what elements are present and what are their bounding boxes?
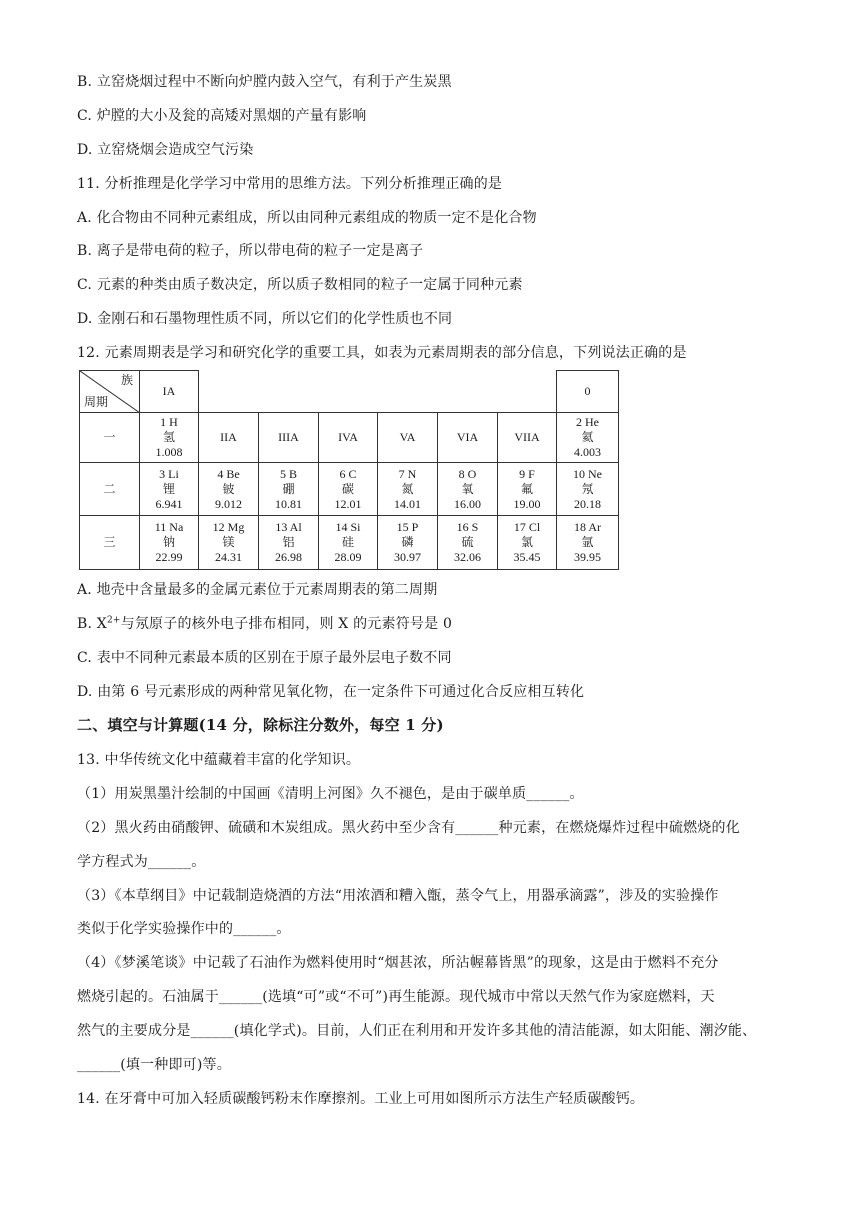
- element-mass: 24.31: [215, 550, 242, 564]
- element-mass: 30.97: [394, 550, 421, 564]
- element-cell-cl: [498, 516, 557, 570]
- q11-option-d: D. 金刚石和石墨物理性质不同，所以它们的化学性质也不同: [77, 311, 453, 327]
- element-mass: 20.18: [574, 496, 601, 511]
- element-mass: 32.06: [454, 550, 481, 564]
- element-cell-he: [557, 413, 619, 463]
- q12-option-c: C. 表中不同种元素最本质的区别在于原子最外层电子数不同: [77, 650, 452, 666]
- q12-option-d: D. 由第 6 号元素形成的两种常见氧化物，在一定条件下可通过化合反应相互转化: [77, 684, 585, 700]
- q13-part-2-cont: 学方程式为______。: [77, 854, 206, 870]
- element-number-symbol: 15 P: [396, 520, 419, 534]
- element-number-symbol: 4 Be: [217, 466, 240, 481]
- element-mass: 1.008: [155, 445, 183, 459]
- header-group-label: 族: [120, 373, 133, 387]
- element-cell-s: [438, 516, 498, 570]
- element-name: 氟: [520, 481, 533, 496]
- q13-part-1: （1）用炭黑墨汁绘制的中国画《清明上河图》久不褪色，是由于碳单质______。: [77, 786, 584, 802]
- group-via-header: VIA: [438, 413, 498, 463]
- element-cell-si: [319, 516, 378, 570]
- option-b-line: B. 立窑烧烟过程中不断向炉膛内鼓入空气，有利于产生炭黑: [77, 74, 452, 90]
- element-number-symbol: 17 Cl: [513, 520, 541, 534]
- element-number-symbol: 13 Al: [275, 520, 302, 534]
- q13-part-4-cont-3: ______(填一种即可)等。: [77, 1057, 231, 1073]
- element-cell-na: [140, 516, 199, 570]
- group-viia-header: VIIA: [498, 413, 557, 463]
- period-2-label: 二: [80, 463, 140, 516]
- element-name: 氩: [581, 535, 594, 549]
- option-d-line: D. 立窑烧烟会造成空气污染: [77, 142, 254, 158]
- q13-part-4-cont-2: 然气的主要成分是______(填化学式)。目前，人们正在利用和开发许多其他的清洁能源，如太阳能、潮汐能、: [77, 1023, 757, 1039]
- element-cell-li: [140, 463, 199, 516]
- element-name: 氖: [581, 481, 594, 496]
- element-number-symbol: 8 O: [458, 466, 477, 481]
- section-title: 二、填空与计算题(14 分，除标注分数外，每空 1 分): [77, 716, 444, 734]
- element-name: 氯: [520, 535, 533, 549]
- q13-part-4: （4）《梦溪笔谈》中记载了石油作为燃料使用时“烟甚浓，所沾幄幕皆黑”的现象，这是由于燃料不充分: [77, 955, 719, 971]
- element-number-symbol: 3 Li: [159, 466, 179, 481]
- question-13-stem: 13. 中华传统文化中蕴藏着丰富的化学知识。: [77, 752, 361, 768]
- element-name: 镁: [222, 535, 235, 549]
- element-mass: 16.00: [454, 496, 481, 511]
- q11-option-a: A. 化合物由不同种元素组成，所以由同种元素组成的物质一定不是化合物: [77, 210, 537, 226]
- element-name: 钠: [162, 535, 175, 549]
- element-number-symbol: 18 Ar: [574, 520, 601, 534]
- element-number-symbol: 16 S: [456, 520, 479, 534]
- q11-option-b: B. 离子是带电荷的粒子，所以带电荷的粒子一定是离子: [77, 243, 424, 259]
- element-number-symbol: 14 Si: [335, 520, 361, 534]
- element-mass: 19.00: [513, 496, 541, 511]
- element-name: 碳: [341, 481, 354, 496]
- element-name: 氢: [162, 430, 175, 444]
- element-cell-h: [140, 413, 199, 463]
- question-12-stem: 12. 元素周期表是学习和研究化学的重要工具，如表为元素周期表的部分信息，下列说法正确的是: [77, 345, 687, 361]
- period-1-label: 一: [80, 413, 140, 463]
- element-mass: 9.012: [215, 496, 242, 511]
- element-cell-mg: [199, 516, 259, 570]
- element-number-symbol: 12 Mg: [212, 520, 245, 534]
- q11-option-c: C. 元素的种类由质子数决定，所以质子数相同的粒子一定属于同种元素: [77, 277, 523, 293]
- element-name: 铍: [222, 481, 235, 496]
- element-name: 磷: [401, 535, 414, 549]
- element-name: 硅: [341, 535, 354, 549]
- element-cell-c: [319, 463, 378, 516]
- q13-part-4-cont-1: 燃烧引起的。石油属于______(选填“可”或“不可”)再生能源。现代城市中常以天然气作为家庭燃料，天: [77, 989, 715, 1005]
- element-cell-ne: [557, 463, 619, 516]
- element-number-symbol: 11 Na: [154, 520, 184, 534]
- group-iiia-header: IIIA: [259, 413, 319, 463]
- element-mass: 22.99: [155, 550, 183, 564]
- element-name: 硼: [282, 481, 295, 496]
- q13-part-2: （2）黑火药由硝酸钾、硫磺和木炭组成。黑火药中至少含有______种元素，在燃烧爆炸过程中硫燃烧的化: [77, 820, 740, 836]
- element-name: 氦: [581, 430, 594, 444]
- question-14-stem: 14. 在牙膏中可加入轻质碳酸钙粉末作摩擦剂。工业上可用如图所示方法生产轻质碳酸钙。: [77, 1091, 645, 1107]
- blank-header-span: [199, 371, 557, 413]
- element-mass: 35.45: [513, 550, 541, 564]
- element-cell-be: [199, 463, 259, 516]
- element-name: 铝: [282, 535, 295, 549]
- q12-option-b: [77, 614, 452, 634]
- group-iva-header: IVA: [319, 413, 378, 463]
- element-mass: 10.81: [275, 496, 302, 511]
- element-number-symbol: 2 He: [576, 415, 599, 429]
- element-number-symbol: 9 F: [519, 466, 535, 481]
- element-mass: 12.01: [334, 496, 362, 511]
- header-diagonal-cell: [80, 371, 140, 413]
- element-name: 锂: [162, 481, 175, 496]
- group-0-header: 0: [557, 371, 619, 413]
- element-number-symbol: 6 C: [339, 466, 357, 481]
- element-cell-f: [498, 463, 557, 516]
- element-cell-ar: [557, 516, 619, 570]
- element-cell-n: [378, 463, 438, 516]
- element-name: 氮: [401, 481, 414, 496]
- option-c-line: C. 炉膛的大小及瓮的高矮对黑烟的产量有影响: [77, 108, 367, 124]
- group-va-header: VA: [378, 413, 438, 463]
- q12-option-a: A. 地壳中含量最多的金属元素位于元素周期表的第二周期: [77, 582, 438, 598]
- element-number-symbol: 1 H: [160, 415, 178, 429]
- element-mass: 4.003: [574, 445, 601, 459]
- q12-b-prefix: B. X: [77, 616, 107, 632]
- q13-part-3: （3）《本草纲目》中记载制造烧酒的方法“用浓酒和糟入甑，蒸令气上，用器承滴露”，涉及的实验操作: [77, 888, 719, 904]
- group-ia-header: IA: [140, 371, 199, 413]
- q13-part-3-cont: 类似于化学实验操作中的______。: [77, 921, 291, 937]
- q12-b-rest: 与氖原子的核外电子排布相同，则 X 的元素符号是 0: [120, 616, 453, 632]
- element-number-symbol: 10 Ne: [573, 466, 602, 481]
- element-cell-o: [438, 463, 498, 516]
- element-mass: 6.941: [155, 496, 183, 511]
- period-3-label: 三: [80, 516, 140, 570]
- element-cell-b: [259, 463, 319, 516]
- element-mass: 26.98: [275, 550, 302, 564]
- element-number-symbol: 7 N: [398, 466, 417, 481]
- element-name: 氧: [461, 481, 474, 496]
- element-cell-p: [378, 516, 438, 570]
- element-name: 硫: [461, 535, 474, 549]
- group-iia-header: IIA: [199, 413, 259, 463]
- header-period-label: 周期: [84, 395, 109, 409]
- element-mass: 14.01: [394, 496, 421, 511]
- element-cell-al: [259, 516, 319, 570]
- periodic-table: [79, 370, 619, 570]
- element-mass: 39.95: [574, 550, 601, 564]
- question-11-stem: 11. 分析推理是化学学习中常用的思维方法。下列分析推理正确的是: [77, 176, 503, 192]
- element-mass: 28.09: [334, 550, 362, 564]
- q12-b-superscript: 2+: [106, 615, 121, 626]
- element-number-symbol: 5 B: [279, 466, 297, 481]
